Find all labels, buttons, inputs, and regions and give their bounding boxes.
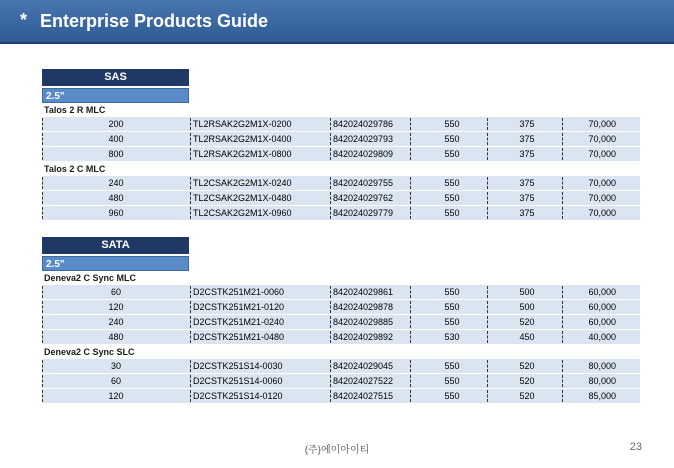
read-speed-cell: 550 [444, 149, 460, 159]
footer-company: (주)에이아이티 [304, 445, 370, 456]
column-separator [562, 286, 563, 298]
table-row [42, 374, 640, 388]
column-separator [42, 133, 43, 145]
column-separator [562, 301, 563, 313]
ean-cell: 842024027522 [333, 376, 394, 386]
section-header: SATA [42, 237, 189, 254]
column-separator [410, 207, 411, 219]
column-separator [487, 133, 488, 145]
endurance-cell: 80,000 [588, 376, 616, 386]
column-separator [562, 133, 563, 145]
column-separator [562, 148, 563, 160]
column-separator [562, 390, 563, 402]
column-separator [330, 331, 331, 343]
read-speed-cell: 550 [444, 119, 460, 129]
part-number-cell: TL2CSAK2G2M1X-0240 [193, 178, 292, 188]
write-speed-cell: 375 [519, 178, 535, 188]
column-separator [330, 360, 331, 372]
ean-cell: 842024029892 [333, 332, 394, 342]
column-separator [330, 192, 331, 204]
read-speed-cell: 530 [444, 332, 460, 342]
read-speed-cell: 550 [444, 193, 460, 203]
column-separator [487, 390, 488, 402]
read-speed-cell: 550 [444, 302, 460, 312]
endurance-cell: 60,000 [588, 287, 616, 297]
column-separator [487, 301, 488, 313]
capacity-cell: 120 [108, 302, 124, 312]
part-number-cell: D2CSTK251S14-0060 [193, 376, 283, 386]
part-number-cell: D2CSTK251M21-0240 [193, 317, 285, 327]
column-separator [487, 118, 488, 130]
table-row [42, 117, 640, 131]
capacity-cell: 120 [108, 391, 124, 401]
write-speed-cell: 375 [519, 149, 535, 159]
endurance-cell: 60,000 [588, 302, 616, 312]
endurance-cell: 70,000 [588, 208, 616, 218]
column-separator [330, 286, 331, 298]
column-separator [410, 133, 411, 145]
endurance-cell: 70,000 [588, 178, 616, 188]
column-separator [42, 192, 43, 204]
column-separator [487, 331, 488, 343]
column-separator [42, 375, 43, 387]
endurance-cell: 70,000 [588, 193, 616, 203]
column-separator [562, 375, 563, 387]
write-speed-cell: 375 [519, 193, 535, 203]
ean-cell: 842024029755 [333, 178, 394, 188]
capacity-cell: 400 [108, 134, 124, 144]
read-speed-cell: 550 [444, 178, 460, 188]
form-factor-label: 2.5" [42, 256, 189, 271]
ean-cell: 842024029045 [333, 361, 394, 371]
endurance-cell: 70,000 [588, 134, 616, 144]
column-separator [487, 192, 488, 204]
capacity-cell: 60 [110, 376, 121, 386]
capacity-cell: 800 [108, 149, 124, 159]
column-separator [190, 390, 191, 402]
column-separator [330, 301, 331, 313]
column-separator [562, 207, 563, 219]
column-separator [487, 360, 488, 372]
read-speed-cell: 550 [444, 391, 460, 401]
part-number-cell: D2CSTK251S14-0120 [193, 391, 283, 401]
write-speed-cell: 500 [519, 302, 535, 312]
table-row [42, 132, 640, 146]
column-separator [330, 118, 331, 130]
write-speed-cell: 520 [519, 391, 535, 401]
column-separator [487, 207, 488, 219]
column-separator [330, 148, 331, 160]
table-row [42, 389, 640, 403]
column-separator [562, 360, 563, 372]
capacity-cell: 480 [108, 332, 124, 342]
column-separator [410, 192, 411, 204]
product-line-label: Talos 2 C MLC [44, 164, 106, 174]
part-number-cell: TL2CSAK2G2M1X-0960 [193, 208, 292, 218]
table-row [42, 359, 640, 373]
column-separator [42, 331, 43, 343]
column-separator [190, 286, 191, 298]
read-speed-cell: 550 [444, 287, 460, 297]
section-header: SAS [42, 69, 189, 86]
ean-cell: 842024029861 [333, 287, 394, 297]
column-separator [42, 301, 43, 313]
part-number-cell: D2CSTK251M21-0060 [193, 287, 285, 297]
capacity-cell: 480 [108, 193, 124, 203]
table-row [42, 206, 640, 220]
ean-cell: 842024029885 [333, 317, 394, 327]
column-separator [190, 192, 191, 204]
form-factor-label: 2.5" [42, 88, 189, 103]
column-separator [330, 316, 331, 328]
part-number-cell: TL2RSAK2G2M1X-0800 [193, 149, 292, 159]
column-separator [410, 286, 411, 298]
column-separator [42, 148, 43, 160]
title-bullet: * [20, 10, 28, 30]
product-line-label: Deneva2 C Sync MLC [44, 273, 137, 283]
capacity-cell: 960 [108, 208, 124, 218]
table-row [42, 330, 640, 344]
column-separator [42, 177, 43, 189]
endurance-cell: 40,000 [588, 332, 616, 342]
column-separator [330, 133, 331, 145]
column-separator [562, 331, 563, 343]
write-speed-cell: 375 [519, 208, 535, 218]
read-speed-cell: 550 [444, 361, 460, 371]
column-separator [330, 375, 331, 387]
endurance-cell: 70,000 [588, 119, 616, 129]
column-separator [410, 148, 411, 160]
column-separator [487, 148, 488, 160]
table-row [42, 147, 640, 161]
read-speed-cell: 550 [444, 134, 460, 144]
part-number-cell: TL2RSAK2G2M1X-0200 [193, 119, 292, 129]
title-bar [0, 0, 674, 44]
column-separator [190, 207, 191, 219]
endurance-cell: 70,000 [588, 149, 616, 159]
column-separator [330, 177, 331, 189]
column-separator [42, 360, 43, 372]
column-separator [42, 390, 43, 402]
part-number-cell: D2CSTK251M21-0480 [193, 332, 285, 342]
endurance-cell: 80,000 [588, 361, 616, 371]
endurance-cell: 60,000 [588, 317, 616, 327]
column-separator [330, 207, 331, 219]
column-separator [190, 133, 191, 145]
read-speed-cell: 550 [444, 208, 460, 218]
part-number-cell: TL2CSAK2G2M1X-0480 [193, 193, 292, 203]
column-separator [410, 177, 411, 189]
table-row [42, 176, 640, 190]
column-separator [410, 390, 411, 402]
read-speed-cell: 550 [444, 317, 460, 327]
column-separator [487, 375, 488, 387]
column-separator [410, 301, 411, 313]
write-speed-cell: 450 [519, 332, 535, 342]
write-speed-cell: 500 [519, 287, 535, 297]
column-separator [410, 331, 411, 343]
write-speed-cell: 375 [519, 134, 535, 144]
product-line-label: Deneva2 C Sync SLC [44, 347, 135, 357]
column-separator [190, 177, 191, 189]
capacity-cell: 30 [110, 361, 121, 371]
write-speed-cell: 520 [519, 317, 535, 327]
column-separator [42, 316, 43, 328]
column-separator [562, 192, 563, 204]
read-speed-cell: 550 [444, 376, 460, 386]
column-separator [190, 375, 191, 387]
sata-section [42, 237, 640, 404]
column-separator [190, 331, 191, 343]
column-separator [330, 390, 331, 402]
write-speed-cell: 375 [519, 119, 535, 129]
product-line-label: Talos 2 R MLC [44, 105, 106, 115]
column-separator [562, 316, 563, 328]
ean-cell: 842024029793 [333, 134, 394, 144]
capacity-cell: 60 [110, 287, 121, 297]
column-separator [487, 316, 488, 328]
column-separator [190, 118, 191, 130]
ean-cell: 842024029779 [333, 208, 394, 218]
column-separator [190, 360, 191, 372]
write-speed-cell: 520 [519, 361, 535, 371]
column-separator [190, 148, 191, 160]
column-separator [562, 177, 563, 189]
column-separator [410, 360, 411, 372]
column-separator [190, 301, 191, 313]
column-separator [487, 286, 488, 298]
column-separator [410, 316, 411, 328]
write-speed-cell: 520 [519, 376, 535, 386]
column-separator [410, 118, 411, 130]
sas-section [42, 69, 640, 221]
ean-cell: 842024027515 [333, 391, 394, 401]
ean-cell: 842024029809 [333, 149, 394, 159]
column-separator [487, 177, 488, 189]
part-number-cell: D2CSTK251S14-0030 [193, 361, 283, 371]
page-number: 23 [629, 441, 642, 453]
column-separator [190, 316, 191, 328]
column-separator [410, 375, 411, 387]
column-separator [42, 286, 43, 298]
capacity-cell: 240 [108, 178, 124, 188]
table-row [42, 300, 640, 314]
table-row [42, 191, 640, 205]
table-row [42, 315, 640, 329]
column-separator [562, 118, 563, 130]
ean-cell: 842024029762 [333, 193, 394, 203]
column-separator [42, 207, 43, 219]
part-number-cell: TL2RSAK2G2M1X-0400 [193, 134, 292, 144]
capacity-cell: 200 [108, 119, 124, 129]
endurance-cell: 85,000 [588, 391, 616, 401]
part-number-cell: D2CSTK251M21-0120 [193, 302, 285, 312]
ean-cell: 842024029786 [333, 119, 394, 129]
table-row [42, 285, 640, 299]
column-separator [42, 118, 43, 130]
ean-cell: 842024029878 [333, 302, 394, 312]
capacity-cell: 240 [108, 317, 124, 327]
page-title: Enterprise Products Guide [40, 11, 269, 31]
